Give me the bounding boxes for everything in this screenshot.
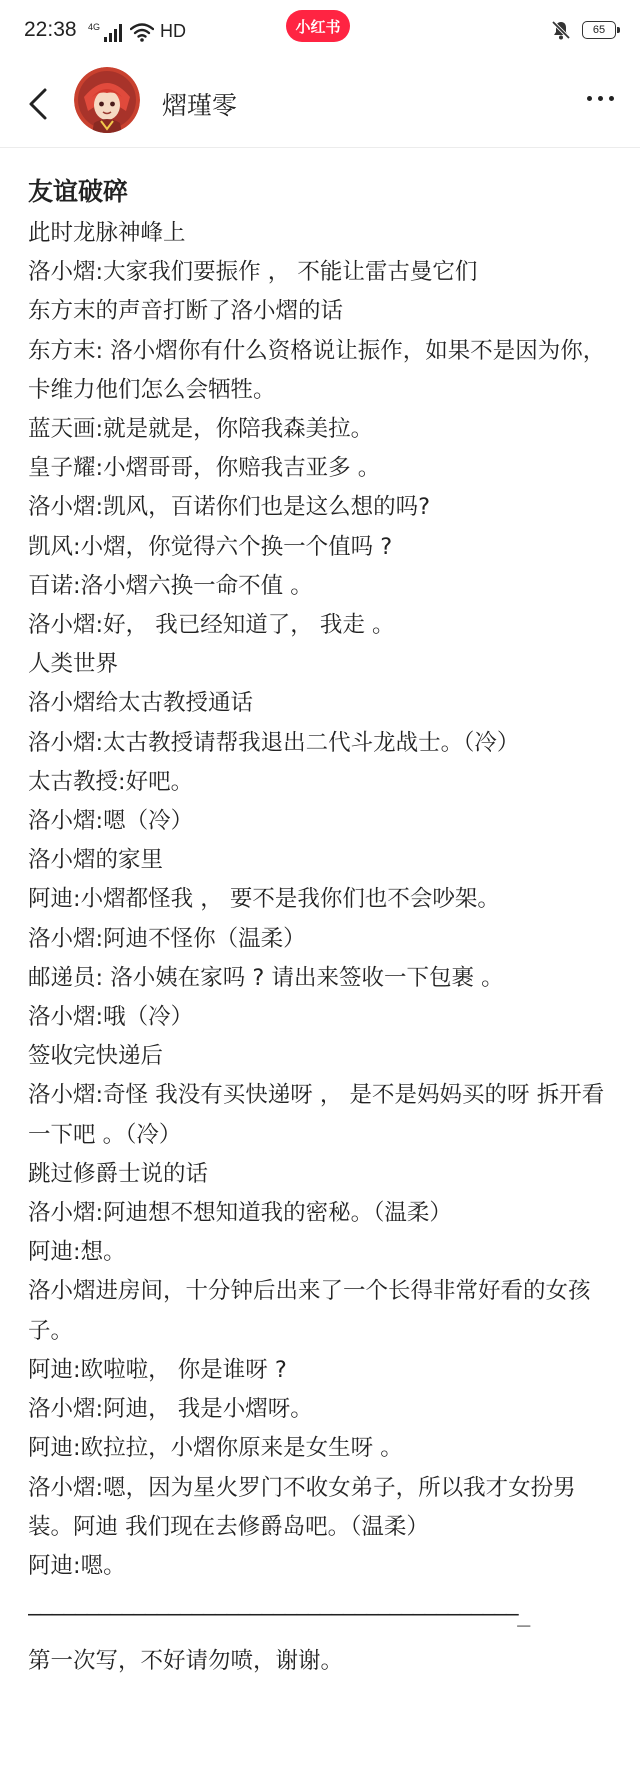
chevron-left-icon [27,87,49,121]
app-logo-badge: 小红书 [286,10,350,42]
more-dot-icon [598,96,603,101]
text-divider: ——————————————————————————————————————————_ [28,1602,529,1628]
more-dot-icon [609,96,614,101]
post-line: 跳过修爵士说的话 [28,1160,209,1187]
post-line: 蓝天画:就是就是，你陪我森美拉。 [28,416,374,443]
post-line: 百诺:洛小熠六换一命不值 。 [28,572,313,599]
post-line: 洛小熠:嗯，因为星火罗门不收女弟子，所以我才女扮男装。阿迪 我们现在去修爵岛吧。（温柔） [28,1474,576,1540]
post-line: 皇子耀:小熠哥哥，你赔我吉亚多 。 [28,455,381,482]
more-dot-icon [587,96,592,101]
battery-level: 65 [592,24,606,36]
author-avatar[interactable] [74,67,140,133]
avatar-illustration-icon [74,67,140,133]
post-line: 洛小熠:好， 我已经知道了， 我走 。 [28,612,395,639]
post-line: 洛小熠:凯风，百诺你们也是这么想的吗? [28,494,431,521]
cellular-signal-icon [104,24,122,42]
post-line: 阿迪:想。 [28,1239,126,1266]
post-line: 洛小熠:阿迪不怪你（温柔） [28,925,306,952]
post-line: 洛小熠:大家我们要振作 ， 不能让雷古曼它们 [28,259,478,286]
more-options-button[interactable] [580,88,620,108]
post-line: 阿迪:欧啦啦， 你是谁呀 ? [28,1356,287,1383]
post-line: 洛小熠:哦（冷） [28,1004,194,1031]
post-line: 东方末的声音打断了洛小熠的话 [28,298,344,325]
post-line: 洛小熠:阿迪想不想知道我的密秘。（温柔） [28,1200,452,1227]
status-bar [0,0,640,62]
post-content [28,172,618,1681]
post-footer-note: 第一次写，不好请勿喷，谢谢。 [28,1648,344,1675]
status-left-icons [88,20,186,42]
post-line: 洛小熠:阿迪， 我是小熠呀。 [28,1396,313,1423]
wifi-icon [130,22,154,42]
post-header [0,62,640,148]
post-line: 阿迪:嗯。 [28,1552,126,1579]
status-time: 22:38 [24,18,77,41]
author-name[interactable]: 熠瑾零 [162,91,238,120]
post-line: 此时龙脉神峰上 [28,220,186,246]
post-line: 洛小熠:嗯（冷） [28,808,194,835]
post-line: 人类世界 [28,651,119,678]
post-line: 阿迪:小熠都怪我 ， 要不是我你们也不会吵架。 [28,886,500,913]
post-line: 洛小熠:奇怪 我没有买快递呀 ， 是不是妈妈买的呀 拆开看一下吧 。（冷） [28,1082,605,1148]
post-title: 友谊破碎 [28,177,129,206]
status-right-icons [550,19,616,41]
post-line: 签收完快递后 [28,1043,164,1070]
post-line: 邮递员: 洛小姨在家吗 ? 请出来签收一下包裹 。 [28,964,504,991]
battery-icon [582,21,616,39]
hd-label: HD [160,21,187,41]
post-line: 阿迪:欧拉拉，小熠你原来是女生呀 。 [28,1435,403,1462]
post-line: 东方末: 洛小熠你有什么资格说让振作，如果不是因为你，卡维力他们怎么会牺牲。 [28,337,606,403]
signal-label: 4G [88,22,101,32]
post-line: 洛小熠:太古教授请帮我退出二代斗龙战士。（冷） [28,729,520,756]
post-body [28,214,618,1586]
back-button[interactable] [20,82,56,126]
post-line: 洛小熠给太古教授通话 [28,690,254,717]
post-line: 凯风:小熠，你觉得六个换一个值吗 ? [28,533,393,560]
post-line: 洛小熠的家里 [28,847,164,874]
post-line: 太古教授:好吧。 [28,768,194,795]
post-line: 洛小熠进房间，十分钟后出来了一个长得非常好看的女孩子。 [28,1278,591,1344]
notification-muted-icon [550,19,572,41]
